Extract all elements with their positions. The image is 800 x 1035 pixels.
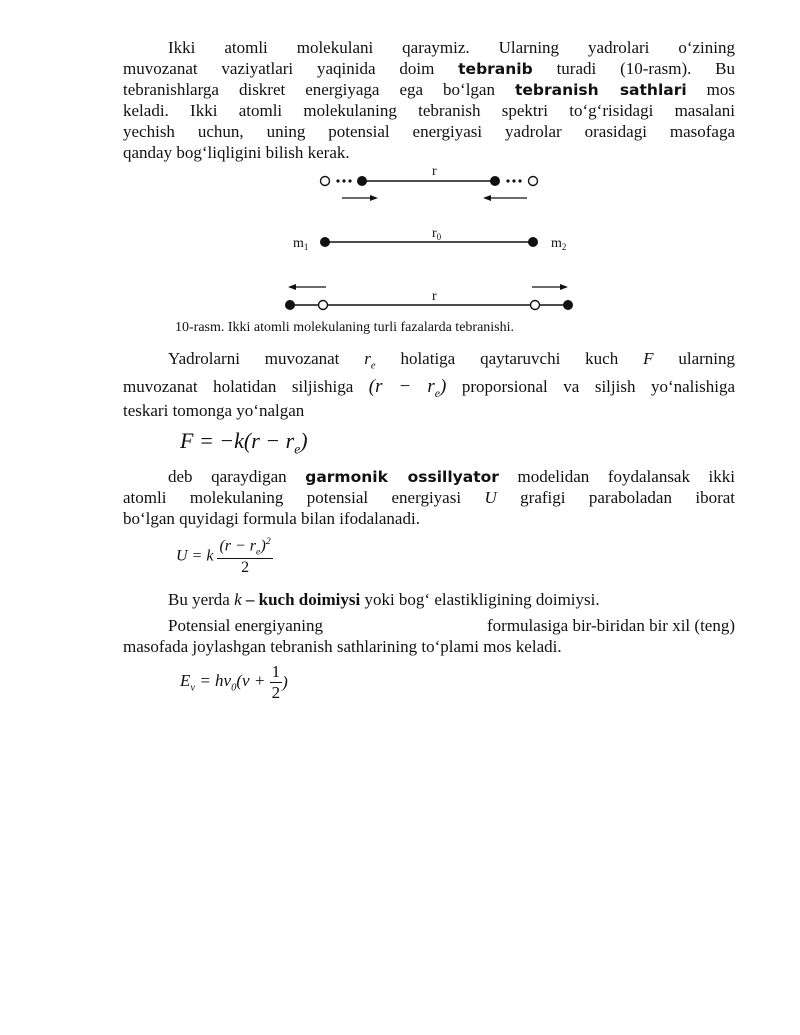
- p5-text: formulasiga bir-biridan bir xil (teng): [487, 616, 735, 635]
- formula-E-end: ): [282, 672, 288, 692]
- p2-text: teskari tomonga yo‘nalgan: [123, 401, 305, 420]
- p5-line-2: [123, 636, 735, 657]
- figure-ref: (10: [620, 59, 643, 78]
- formula-U-lhs: U = k: [176, 547, 214, 565]
- formula-hooke-law: $F = -k(r - r_e)$: [180, 428, 308, 457]
- p3-text: atomli molekulaning potensial energiyasi: [123, 488, 462, 507]
- p1-text: turadi: [556, 59, 597, 78]
- p5-text: Potensial energiyaning: [168, 616, 324, 635]
- p4-text: yoki bog‘ elastikligining doimiysi.: [364, 590, 600, 609]
- label-r-bottom: r: [432, 289, 437, 304]
- arrow-left-icon: [483, 195, 527, 201]
- p1-line-4: [123, 100, 735, 121]
- equilibrium-position-left: [319, 301, 328, 310]
- p1-text: Ikki atomli molekulani qaraymiz. Ularning yadrolari o‘zining: [168, 38, 735, 57]
- p1-line-1: [123, 37, 735, 58]
- equilibrium-position-left: [321, 177, 330, 186]
- formula-U-fraction: $\frac{(r - r_e)^2}{2}$: [219, 536, 271, 576]
- term-kuch-doimiysi: kuch doimiysi: [258, 590, 361, 609]
- label-r-top: r: [432, 164, 437, 179]
- equilibrium-position-right: [531, 301, 540, 310]
- arrow-right-icon: [532, 284, 568, 290]
- term-tebranish-sathlari: tebranish sathlari: [514, 81, 687, 99]
- dot: [342, 179, 345, 182]
- p2-text: muvozanat holatidan siljishiga: [123, 377, 354, 396]
- p3-line-3: [123, 508, 735, 529]
- term-garmonik-ossillyator: garmonik ossillyator: [305, 468, 499, 486]
- p1-line-2: [123, 58, 735, 80]
- symbol-re: $r_e$: [364, 349, 376, 372]
- p2-text: Yadrolarni muvozanat: [168, 349, 340, 368]
- nucleus-right: [563, 300, 573, 310]
- p2-text: proporsional va siljish yo‘nalishiga: [461, 377, 736, 396]
- p3-line-1: [123, 466, 735, 488]
- arrow-right-icon: [342, 195, 378, 201]
- symbol-U: U: [484, 488, 497, 507]
- dot: [506, 179, 509, 182]
- p1-text: qanday bog‘liqligini bilish kerak.: [123, 143, 350, 162]
- formula-vibrational-energy: [180, 662, 288, 703]
- expr-displacement: $(r - r_e)$: [368, 376, 447, 400]
- caption-number: 10: [175, 320, 189, 335]
- p5-line-1: [123, 615, 735, 636]
- dot: [512, 179, 515, 182]
- nucleus-right: [490, 176, 500, 186]
- formula-E-fraction: $\frac{1}{2}$: [271, 662, 281, 702]
- dash: –: [245, 590, 255, 609]
- label-r0: $r_0$: [432, 226, 442, 242]
- dot: [348, 179, 351, 182]
- p3-line-2: [123, 487, 735, 508]
- p2-line-1: [123, 348, 735, 376]
- symbol-k: k: [234, 590, 242, 609]
- figure-caption: [175, 320, 514, 336]
- nucleus-m2: [528, 237, 538, 247]
- p2-text: ularning: [678, 349, 736, 368]
- p2-text: holatiga qaytaruvchi kuch: [400, 349, 619, 368]
- p1-text: keladi. Ikki atomli molekulaning tebranish spektri to‘g‘risidagi masalani: [123, 101, 735, 120]
- formula-E-lhs: $E_v = h\nu_0(v$ +: [180, 671, 266, 694]
- p1-text: tebranishlarga diskret energiyaga ega bo‘lgan: [123, 80, 495, 99]
- formula-potential-energy: [176, 536, 273, 577]
- phase-stretch: [285, 284, 573, 310]
- label-m2: $m_2$: [551, 236, 567, 252]
- equilibrium-position-right: [529, 177, 538, 186]
- p3-text: bo‘lgan quyidagi formula bilan ifodalanadi.: [123, 509, 420, 528]
- p2-line-3: [123, 400, 735, 421]
- term-tebranib: tebranib: [458, 60, 533, 78]
- paragraph-force-constant: [123, 589, 735, 610]
- molecule-vibration-figure: [0, 160, 800, 320]
- p1-text: mos: [706, 80, 735, 99]
- p3-text: modelidan foydalansak ikki: [517, 467, 735, 486]
- p3-text: grafigi paraboladan iborat: [520, 488, 735, 507]
- p1-line-5: [123, 121, 735, 142]
- p1-text: yechish uchun, uning potensial energiyasi yadrolar orasidagi masofaga: [123, 122, 735, 141]
- dot: [336, 179, 339, 182]
- phase-equilibrium: [293, 226, 566, 252]
- caption-text: -rasm. Ikki atomli molekulaning turli fazalarda tebranishi.: [189, 320, 515, 335]
- arrow-left-icon: [288, 284, 326, 290]
- phase-compression: [321, 164, 538, 201]
- p5-text: masofada joylashgan tebranish sathlarining to‘plami mos keladi.: [123, 637, 562, 656]
- symbol-F: F: [643, 349, 654, 368]
- p1-text: muvozanat vaziyatlari yaqinida doim: [123, 59, 435, 78]
- dot: [518, 179, 521, 182]
- p1-line-3: [123, 79, 735, 101]
- label-m1: $m_1$: [293, 236, 309, 252]
- p1-text: -rasm). Bu: [642, 59, 736, 78]
- p4-text: Bu yerda: [168, 590, 230, 609]
- p3-text: deb qaraydigan: [168, 467, 287, 486]
